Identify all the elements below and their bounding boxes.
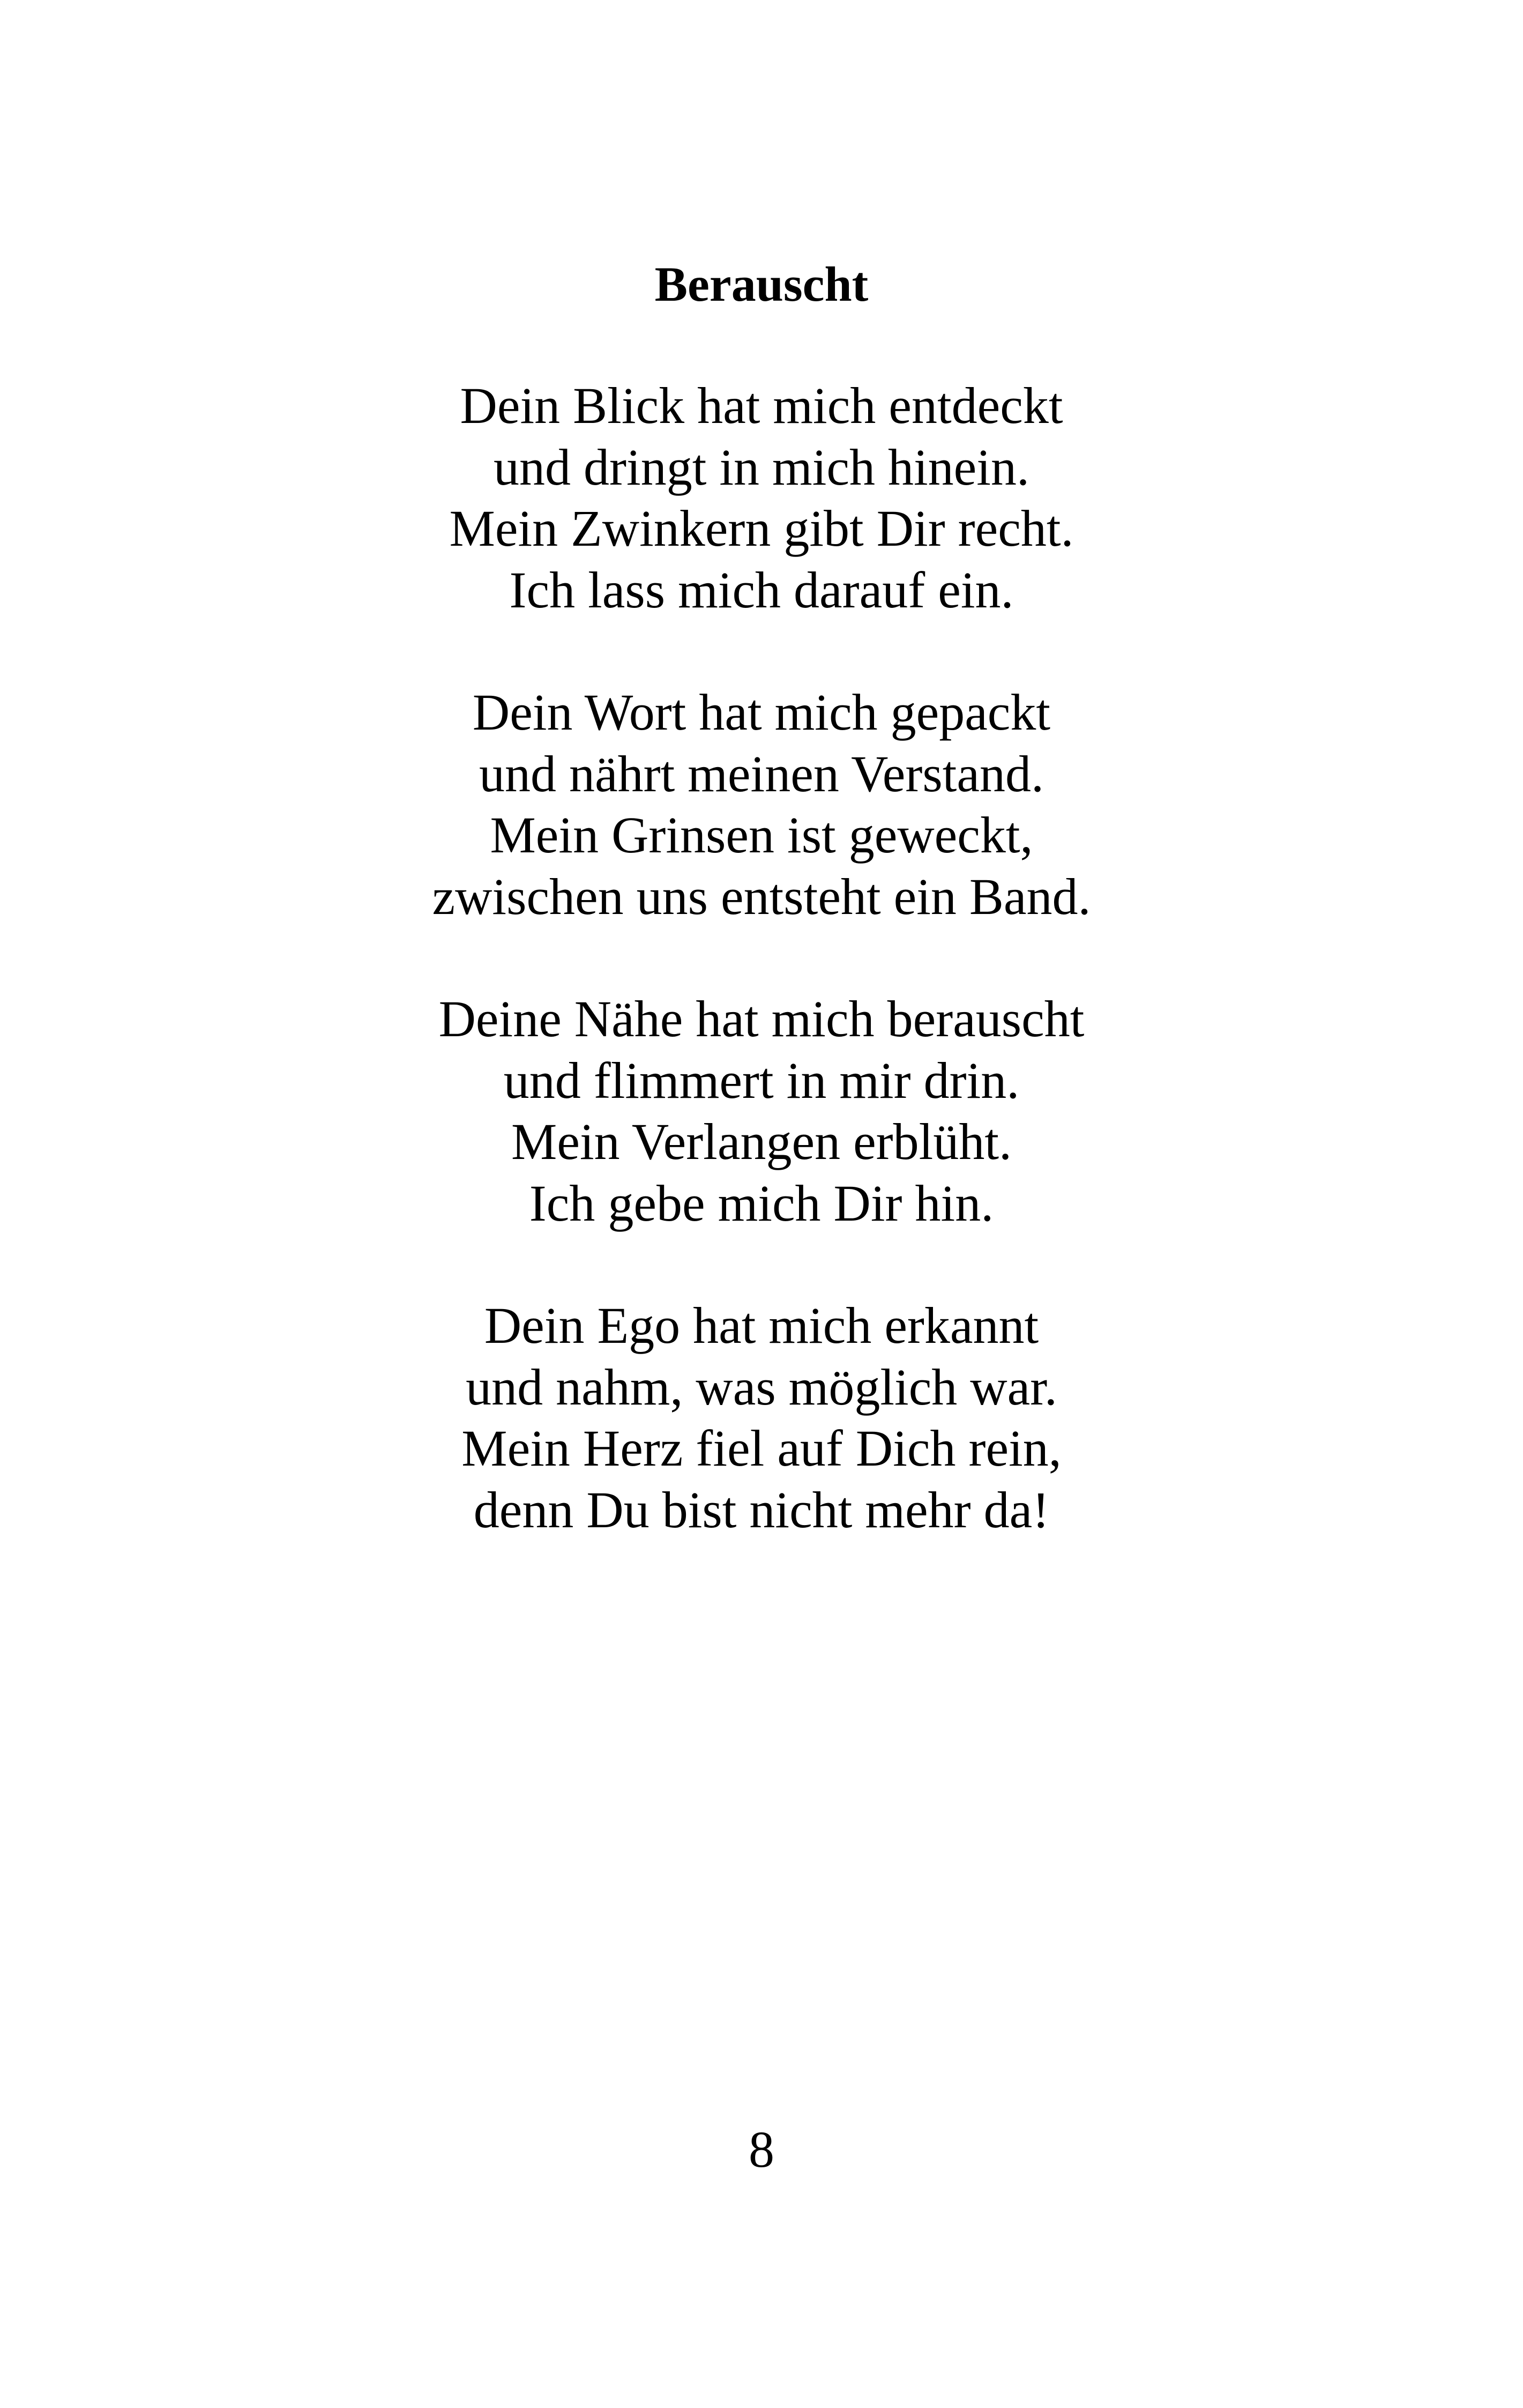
poem-title: Berauscht	[654, 257, 869, 311]
poem-line: und nahm, was möglich war.	[466, 1358, 1057, 1416]
poem-line: und nährt meinen Verstand.	[479, 745, 1044, 802]
poem-line: Deine Nähe hat mich berauscht	[438, 990, 1085, 1047]
poem-line: Mein Verlangen erblüht.	[511, 1113, 1012, 1170]
poem-line: Ich lass mich darauf ein.	[509, 561, 1014, 619]
stanza-1	[0, 375, 1523, 621]
poem-line: zwischen uns entsteht ein Band.	[432, 867, 1091, 925]
poem-line: Mein Grinsen ist geweckt,	[490, 806, 1033, 864]
page-number: 8	[749, 2121, 774, 2178]
poem-body	[0, 375, 1523, 1602]
stanza-4	[0, 1295, 1523, 1541]
stanza-2	[0, 682, 1523, 927]
poem-line: Dein Blick hat mich entdeckt	[460, 377, 1063, 434]
stanza-3	[0, 989, 1523, 1234]
poem-line: Mein Zwinkern gibt Dir recht.	[449, 500, 1074, 557]
poem-line: Dein Wort hat mich gepackt	[472, 683, 1051, 741]
poem-line: und dringt in mich hinein.	[494, 438, 1029, 496]
poem-line: denn Du bist nicht mehr da!	[473, 1481, 1050, 1539]
poem-line: Mein Herz fiel auf Dich rein,	[461, 1419, 1062, 1477]
poem-line: und flimmert in mir drin.	[503, 1051, 1020, 1109]
poem-line: Dein Ego hat mich erkannt	[484, 1297, 1039, 1354]
poem-line: Ich gebe mich Dir hin.	[529, 1174, 994, 1232]
